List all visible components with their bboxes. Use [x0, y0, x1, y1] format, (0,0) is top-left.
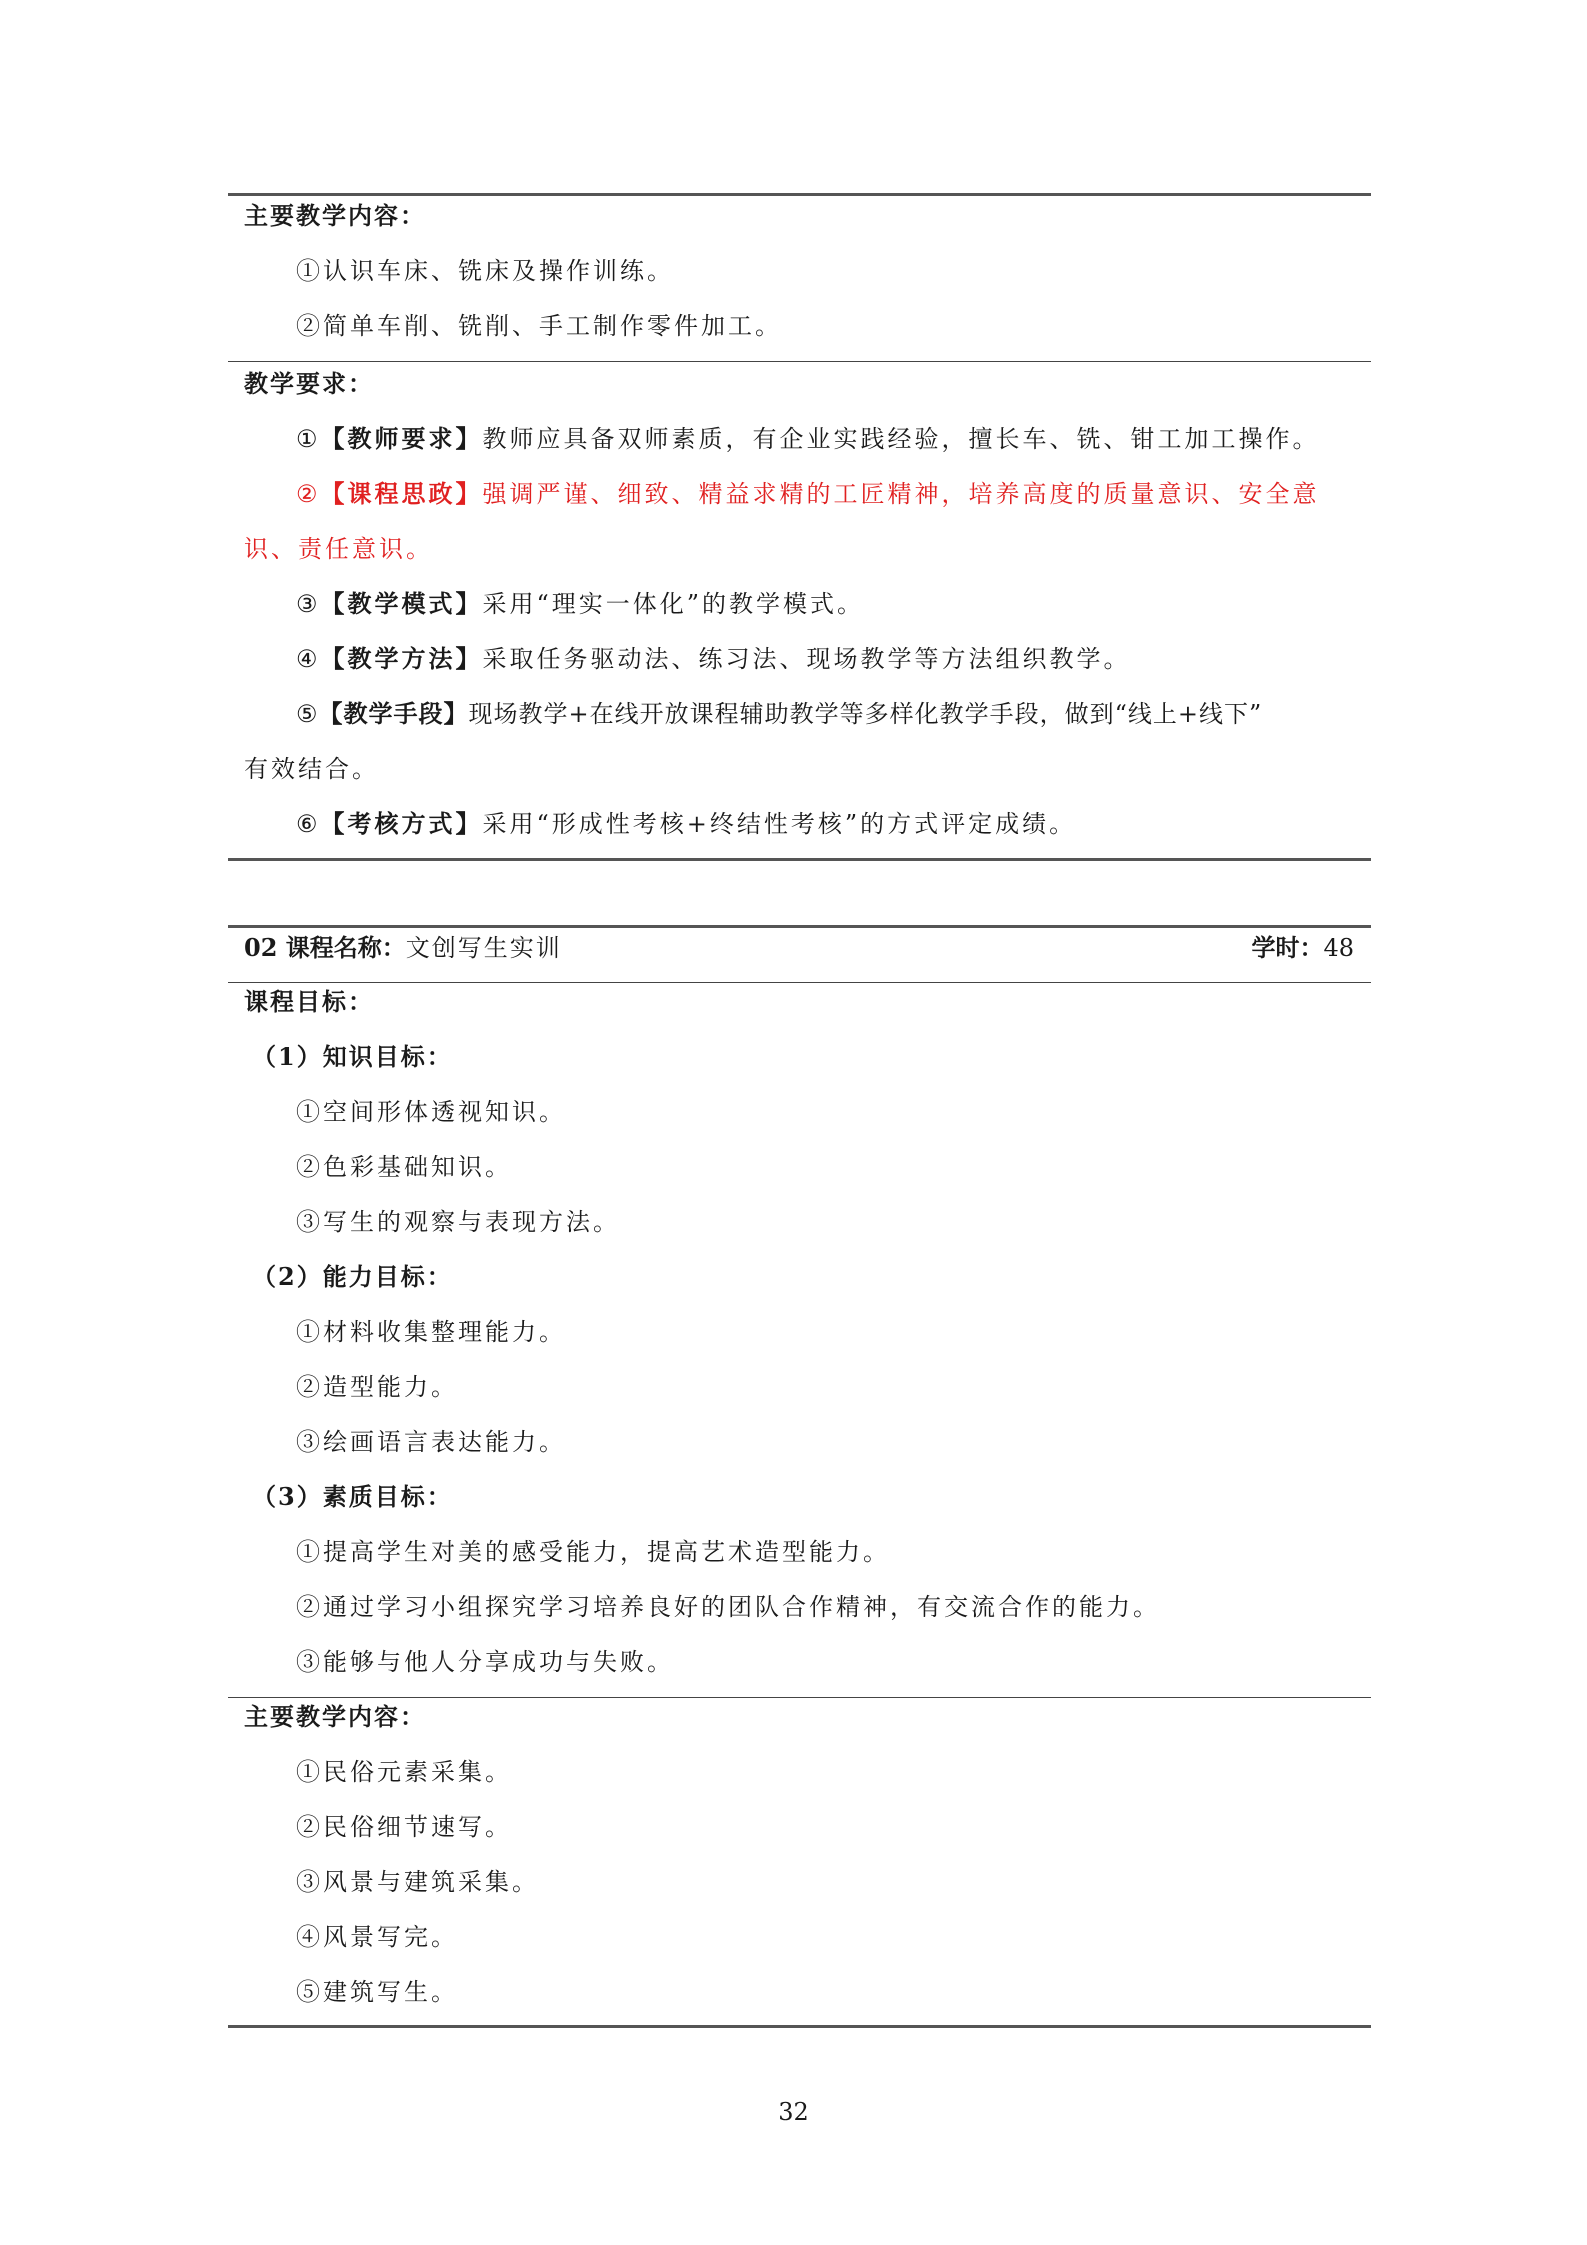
list-item: ③能够与他人分享成功与失败。 [296, 1648, 674, 1676]
req-text: 采用“形成性考核+终结性考核”的方式评定成绩。 [482, 810, 1077, 838]
list-item: ③风景与建筑采集。 [296, 1868, 539, 1896]
list-item: ⑤建筑写生。 [296, 1978, 458, 2006]
main-content-heading: 主要教学内容： [244, 1702, 426, 1731]
page-number: 32 [778, 2098, 809, 2126]
req-tag: 【教学方法】 [320, 644, 483, 673]
req-text: 强调严谨、细致、精益求精的工匠精神，培养高度的质量意识、安全意 [482, 480, 1320, 508]
list-item: ②色彩基础知识。 [296, 1153, 512, 1181]
section-end-rule [228, 858, 1371, 861]
requirement-5-continued: 有效结合。 [244, 755, 379, 783]
divider [228, 1697, 1371, 1698]
divider [228, 361, 1371, 362]
main-content-heading: 主要教学内容： [244, 201, 426, 230]
list-item: ①提高学生对美的感受能力，提高艺术造型能力。 [296, 1538, 890, 1566]
req-tag: 【教师要求】 [320, 424, 483, 453]
req-tag: 【课程思政】 [320, 479, 483, 508]
req-num: ③ [296, 590, 321, 618]
hours-label: 学时： [1251, 933, 1324, 962]
list-item: ①材料收集整理能力。 [296, 1318, 566, 1346]
course-title [244, 930, 562, 966]
req-num: ⑤ [296, 700, 319, 728]
section-end-rule [228, 2025, 1371, 2028]
requirement-5 [296, 696, 1262, 732]
requirement-2 [296, 476, 1320, 512]
requirements-heading: 教学要求： [244, 369, 374, 398]
list-item: ②简单车削、铣削、手工制作零件加工。 [296, 312, 782, 340]
req-text: 教师应具备双师素质，有企业实践经验，擅长车、铣、钳工加工操作。 [482, 425, 1320, 453]
req-text: 采用“理实一体化”的教学模式。 [482, 590, 865, 618]
list-item: ②通过学习小组探究学习培养良好的团队合作精神，有交流合作的能力。 [296, 1593, 1160, 1621]
course-label: 02 课程名称： [244, 933, 406, 962]
list-item: ③写生的观察与表现方法。 [296, 1208, 620, 1236]
req-text: 现场教学+在线开放课程辅助教学等多样化教学手段，做到“线上+线下” [468, 700, 1263, 728]
divider [228, 982, 1371, 983]
list-item: ④风景写完。 [296, 1923, 458, 1951]
req-tag: 【考核方式】 [320, 809, 483, 838]
req-num: ④ [296, 645, 321, 673]
course-top-rule [228, 925, 1371, 928]
goals-heading: 课程目标： [244, 987, 374, 1016]
req-num: ① [296, 425, 321, 453]
list-item: ②造型能力。 [296, 1373, 458, 1401]
top-rule [228, 193, 1371, 196]
ability-heading: （2）能力目标： [252, 1262, 453, 1291]
req-num: ② [296, 480, 321, 508]
requirement-6 [296, 806, 1076, 842]
req-tag: 【教学模式】 [320, 589, 483, 618]
list-item: ①认识车床、铣床及操作训练。 [296, 257, 674, 285]
requirement-2-continued: 识、责任意识。 [244, 535, 433, 563]
requirement-4 [296, 641, 1131, 677]
hours-value: 48 [1323, 934, 1354, 962]
req-text: 采取任务驱动法、练习法、现场教学等方法组织教学。 [482, 645, 1131, 673]
list-item: ②民俗细节速写。 [296, 1813, 512, 1841]
list-item: ③绘画语言表达能力。 [296, 1428, 566, 1456]
course-name: 文创写生实训 [405, 934, 562, 962]
course-hours [1251, 930, 1354, 966]
knowledge-heading: （1）知识目标： [252, 1042, 453, 1071]
quality-heading: （3）素质目标： [252, 1482, 453, 1511]
list-item: ①民俗元素采集。 [296, 1758, 512, 1786]
requirement-3 [296, 586, 864, 622]
requirement-1 [296, 421, 1320, 457]
req-tag: 【教学手段】 [318, 699, 469, 728]
list-item: ①空间形体透视知识。 [296, 1098, 566, 1126]
req-num: ⑥ [296, 810, 321, 838]
